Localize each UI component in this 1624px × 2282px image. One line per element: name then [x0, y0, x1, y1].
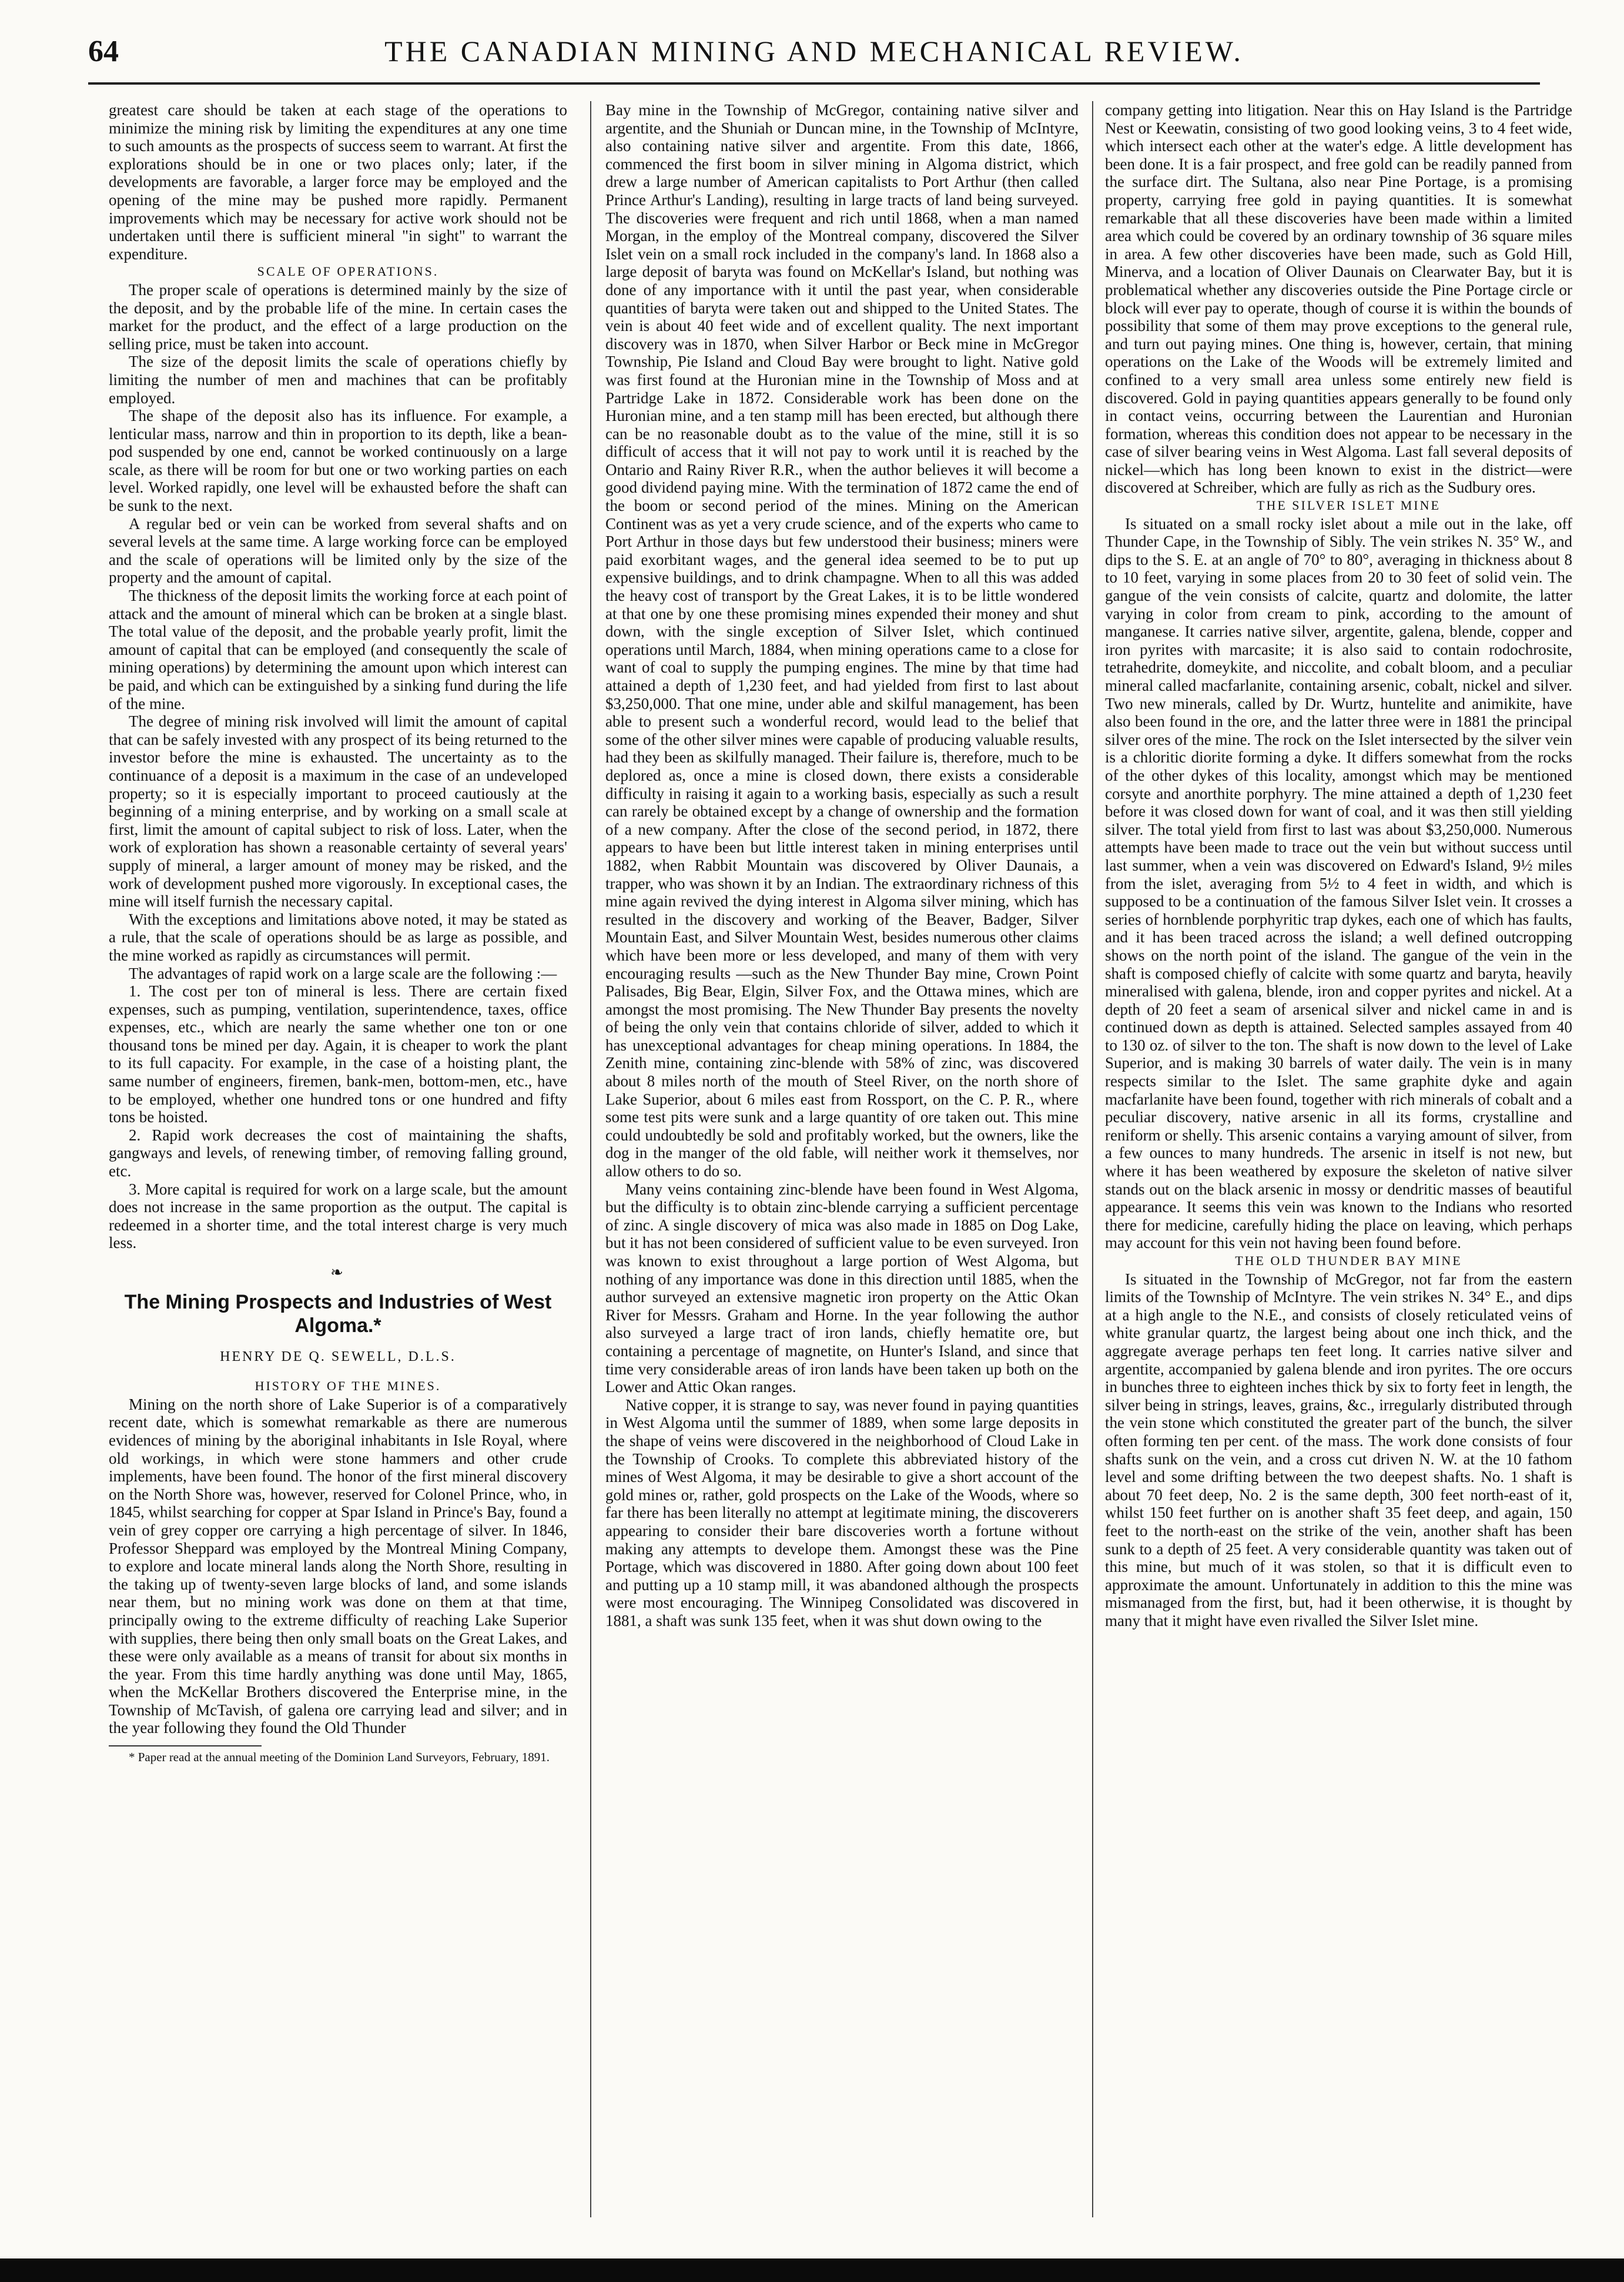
paragraph: The thickness of the deposit limits the working force at each point of attack and the amount of mineral which can be broken at a single blast. The total value of the deposit, and the probable yearly profit, limit the amount of capital that can be employed (and consequently the scale of mining operations) by determining the amount upon which interest can be paid, and which can be extinguished by a sinking fund during the life of the mine. [109, 587, 567, 712]
footnote: * Paper read at the annual meeting of the Dominion Land Surveyors, February, 1891. [129, 1750, 550, 1765]
list-item: 3. More capital is required for work on a large scale, but the amount does not increase in the same proportion as the output. The capital is redeemed in a shorter time, and the total interest charge is very much less. [109, 1180, 567, 1252]
section-heading: HISTORY OF THE MINES. [255, 1378, 441, 1394]
list-item: 2. Rapid work decreases the cost of maintaining the shafts, gangways and levels, of renewing timber, of removing falling ground, etc. [109, 1126, 567, 1180]
paragraph: The advantages of rapid work on a large scale are the following :— [129, 964, 557, 982]
running-title: THE CANADIAN MINING AND MECHANICAL REVIEW. [384, 35, 1244, 68]
column-3 [1105, 101, 1572, 2217]
page-number: 64 [88, 35, 119, 68]
column-1 [109, 101, 567, 2217]
paragraph: The proper scale of operations is determined mainly by the size of the deposit, and by the probable life of the mine. In certain cases the market for the product, and the effect of a large production on the selling price, must be taken into account. [109, 280, 567, 353]
page-header [88, 29, 1540, 85]
paragraph: The size of the deposit limits the scale of operations chiefly by limiting the number of men and machines that can be profitably employed. [109, 353, 567, 407]
section-heading: THE SILVER ISLET MINE [1257, 498, 1441, 513]
paragraph: The shape of the deposit also has its influence. For example, a lenticular mass, narrow and thin in proportion to its depth, like a bean-pod suspended by one end, cannot be worked continuously on a large scale, as there will be room for but one or two working parties on each level. Worked rapidly, one level will be exhausted before the shaft can be sunk to the next. [109, 407, 567, 515]
section-heading: THE OLD THUNDER BAY MINE [1235, 1253, 1462, 1268]
paragraph: A regular bed or vein can be worked from several shafts and on several levels at the same time. A large working force can be employed and the scale of operations will be limited only by the size of the property and the amount of capital. [109, 514, 567, 587]
column-rule [1092, 101, 1093, 2217]
paragraph: Many veins containing zinc-blende have been found in West Algoma, but the difficulty is to obtain zinc-blende carrying a sufficient percentage of zinc. A single discovery of mica was also made in 1885 on Dog Lake, but it has not been considered of sufficient value to be even surveyed. Iron was known to exist throughout a large portion of West Algoma, but nothing of any importance was done in this direction until 1885, when the author surveyed an extensive magnetic iron property on the Attic Okan River for Messrs. Graham and Horne. In the year following the author also surveyed a large tract of iron lands, chiefly hematite ore, but containing a percentage of magnetite, on Hunter's Island, and since that time very considerable areas of iron lands have been taken up both on the Lower and Attic Okan ranges. [605, 1180, 1079, 1396]
paragraph: company getting into litigation. Near this on Hay Island is the Partridge Nest or Keewatin, consisting of two good looking veins, 3 to 4 feet wide, which intersect each other at the water's edge. A little development has been done. It is a fair prospect, and free gold can be readily panned from the surface dirt. The Sultana, also near Pine Portage, is a promising property, carrying free gold in paying quantities. It is somewhat remarkable that all these discoveries have been made within a limited area which could be covered by an ordinary township of 36 square miles in area. A few other discoveries have been made, such as Gold Hill, Minerva, and a location of Oliver Daunais on Clearwater Bay, but it is problematical whether any discoveries outside the Pine Portage circle or block will ever pay to operate, though of course it is within the bounds of possibility that some of them may prove exceptions to the general rule, and turn out paying mines. One thing is, however, certain, that mining operations on the Lake of the Woods will be extremely limited and confined to a very small area unless some entirely new field is discovered. Gold in paying quantities appears generally to be found only in contact veins, occurring between the Laurentian and Huronian formation, whereas this condition does not appear to be necessary in the case of silver bearing veins in West Algoma. Last fall several deposits of nickel—which has long been known to exist in the district—were discovered at Schreiber, which are fully as rich as the Sudbury ores. [1105, 101, 1572, 497]
article-title: The Mining Prospects and Industries of West Algoma.* [124, 1290, 552, 1337]
paragraph: Mining on the north shore of Lake Superior is of a comparatively recent date, which is somewhat remarkable as there are numerous evidences of mining by the aboriginal inhabitants in Isle Royal, where old workings, in which were stone hammers and other crude implements, have been found. The honor of the first mineral discovery on the North Shore was, however, reserved for Colonel Prince, who, in 1845, whilst searching for copper at Spar Island in Prince's Bay, found a vein of grey copper ore carrying a high percentage of silver. In 1846, Professor Sheppard was employed by the Montreal Mining Company, to explore and locate mineral lands along the North Shore, resulting in the taking up of twenty-seven large blocks of land, and some islands near them, but no mining work was done on them at that time, principally owing to the extreme difficulty of reaching Lake Superior with supplies, there being then only small boats on the Great Lakes, and these were only available as a means of transit for about six months in the year. From this time hardly anything was done until May, 1865, when the McKellar Brothers discovered the Enterprise mine, in the Township of McTavish, of galena ore carrying lead and silver; and in the year following they found the Old Thunder [109, 1395, 567, 1737]
footnote-rule [109, 1745, 262, 1746]
paragraph: With the exceptions and limitations above noted, it may be stated as a rule, that the scale of operations should be as large as possible, and the mine worked as rapidly as circumstances will permit. [109, 910, 567, 964]
paragraph: Bay mine in the Township of McGregor, containing native silver and argentite, and the Shuniah or Duncan mine, in the Township of McIntyre, also containing native silver and argentite. From this date, 1866, commenced the first boom in silver mining in Algoma district, which drew a large number of American capitalists to Port Arthur (then called Prince Arthur's Landing), resulting in large tracts of land being surveyed. The discoveries were frequent and rich until 1868, when a man named Morgan, in the employ of the Montreal company, discovered the Silver Islet vein on a small rock included in the company's land. In 1868 also a large deposit of baryta was found on McKellar's Island, but nothing was done of any importance with it until the past year, when considerable quantities of baryta were taken out and shipped to the United States. The vein is about 40 feet wide and of excellent quality. The next important discovery was in 1870, when Silver Harbor or Beck mine in McGregor Township, Pie Island and Cloud Bay were brought to light. Native gold was first found at the Huronian mine in the Township of Moss and at Partridge Lake in 1872. Considerable work has been done on the Huronian mine, and a ten stamp mill has been erected, but although there can be no reasonable doubt as to the value of the mine, still it is so difficult of access that it will not pay to work until it is reached by the Ontario and Rainy River R.R., when the author believes it will become a good dividend paying mine. With the termination of 1872 came the end of the boom or second period of the mines. Mining on the American Continent was as yet a very crude science, and of the experts who came to Port Arthur in those days but few understood their business; miners were paid exorbitant wages, and the general idea seemed to be to put up expensive buildings, and to drink champagne. When to all this was added the heavy cost of transport by the Great Lakes, it is to be little wondered at that one by one these promising mines expended their money and shut down, with the single exception of Silver Islet, which continued operations until March, 1884, when mining operations came to a close for want of coal to supply the pumping engines. The mine by that time had attained a depth of 1,230 feet, and had yielded from first to last about $3,250,000. That one mine, under able and skilful management, has been able to present such a wonderful record, would lead to the belief that some of the other silver mines were capable of producing valuable results, had they been as skilfully managed. Their failure is, therefore, much to be deplored as, once a mine is closed down, there exists a considerable difficulty in raising it again to a working basis, especially as such a result can rarely be obtained except by a change of ownership and the formation of a new company. After the close of the second period, in 1872, there appears to have been but little interest taken in mining enterprises until 1882, when Rabbit Mountain was discovered by Oliver Daunais, a trapper, who was shown it by an Indian. The extraordinary richness of this mine again revived the dying interest in Algoma silver mining, which has resulted in the discovery and working of the Beaver, Badger, Silver Mountain East, and Silver Mountain West, besides numerous other claims which have been more or less developed, and many of them with very encouraging results —such as the New Thunder Bay mine, Crown Point Palisades, Big Bear, Elgin, Silver Fox, and the Ottawa mines, which are amongst the most promising. The New Thunder Bay presents the novelty of being the only vein that contains chloride of silver, added to which it has unexceptional advantages for cheap mining operations. In 1884, the Zenith mine, containing zinc-blende with 58% of zinc, was discovered about 8 miles north of the mouth of Steel River, on the north shore of Lake Superior, about 6 miles east from Rossport, on the C. P. R., where some test pits were sunk and a large quantity of ore taken out. This mine could undoubtedly be sold and profitably worked, but the owners, like the dog in the manger of the old fable, will neither work it themselves, nor allow others to do so. [605, 101, 1079, 1180]
paragraph: Is situated on a small rocky islet about a mile out in the lake, off Thunder Cape, in the Township of Sibly. The vein strikes N. 35° W., and dips to the S. E. at an angle of 70° to 80°, averaging in thickness about 8 to 10 feet, varying in some places from 20 to 30 feet of solid vein. The gangue of the vein consists of calcite, quartz and dolomite, the latter varying in color from cream to pink, according to the amount of manganese. It carries native silver, argentite, galena, blende, copper and iron pyrites with marcasite; it is also said to contain rodochrosite, tetrahedrite, domeykite, and niccolite, and cobalt bloom, and a peculiar mineral called macfarlanite, containing arsenic, cobalt, nickel and silver. Two new minerals, called by Dr. Wurtz, huntelite and animikite, have also been found in the ore, and the latter three were in 1881 the principal silver ores of the mine. The rock on the Islet intersected by the silver vein is a chloritic diorite forming a dyke. It differs somewhat from the rocks of the other dykes of this locality, amongst which may be mentioned corsyte and anorthite porphyry. The mine attained a depth of 1,230 feet before it was closed down for want of coal, and it was then still yielding silver. The total yield from first to last was about $3,250,000. Numerous attempts have been made to trace out the vein but without success until last summer, when a vein was discovered on Edward's Island, 9½ miles from the islet, averaging from 5½ to 4 feet in width, and which is supposed to be a continuation of the famous Silver Islet vein. It crosses a series of hornblende porphyritic trap dykes, each one of which has faults, and it has been traced across the island; a well defined outcropping shows on the north point of the island. The gangue of the vein in the shaft is composed chiefly of calcite with some quartz and baryta, heavily mineralised with galena, blende, iron and copper pyrites and nickel. At a depth of 20 feet a seam of arsenical silver and nickel came in and is continued down as depth is attained. Selected samples assayed from 40 to 130 oz. of silver to the ton. The shaft is now down to the level of Lake Superior, and is making 30 barrels of water daily. The vein is in many respects similar to the Islet. The same graphite dyke and again macfarlanite have been found, together with rich minerals of cobalt and a peculiar discovery, native arsenic in all its forms, crystalline and reniform or shelly. This arsenic contains a varying amount of silver, from a few ounces to many hundreds. The arsenic in itself is not new, but where it has been weathered by exposure the skeleton of native silver stands out on the black arsenic in mossy or dendritic masses of beautiful appearance. It seems this vein was known to the Indians who resorted there for medicine, carefully hiding the place on leaving, which perhaps may account for this vein not having been found before. [1105, 514, 1572, 1252]
paragraph: greatest care should be taken at each stage of the operations to minimize the mining risk by limiting the expenditures at any one time to such amounts as the prospects of success seem to warrant. At first the explorations should be in one or two places only; later, if the developments are favorable, a larger force may be employed and the opening of the mine may be pushed more rapidly. Permanent improvements which may be necessary for active work should not be undertaken until there is sufficient mineral "in sight" to warrant the expenditure. [109, 101, 567, 263]
list-item: 1. The cost per ton of mineral is less. There are certain fixed expenses, such as pumping, ventilation, superintendence, taxes, office expenses, etc., which are nearly the same whether one ton or one thousand tons be mined per day. Again, it is cheaper to work the plant to its full capacity. For example, in the case of a hoisting plant, the same number of engineers, firemen, bank-men, bottom-men, etc., have to be employed, whether one hundred tons or one hundred and fifty tons be hoisted. [109, 982, 567, 1126]
paragraph: Is situated in the Township of McGregor, not far from the eastern limits of the Township of McIntyre. The vein strikes N. 34° E., and dips at a high angle to the N.E., and consists of closely reticulated veins of white granular quartz, the largest being about one inch thick, and the aggregate average perhaps ten feet long. It carries native silver and argentite, accompanied by galena blende and iron pyrites. The ore occurs in bunches three to eighteen inches thick by six to forty feet in length, the silver being in strings, leaves, grains, &c., irregularly distributed through the vein stone which constituted the greater part of the bunch, the silver often forming ten per cent. of the mass. The work done consists of four shafts sunk on the vein, and a cross cut driven N. W. at the 10 fathom level and some drifting between the two deepest shafts. No. 1 shaft is about 70 feet deep, No. 2 is the same depth, 300 feet north-east of it, whilst 150 feet further on is another shaft 35 feet deep, and again, 150 feet to the north-east on the strike of the vein, another shaft has been sunk to a depth of 25 feet. A very considerable quantity was taken out of this mine, but much of it was stolen, so that it is difficult even to approximate the amount. Unfortunately in addition to this the mine was mismanaged from the first, but, had it been otherwise, it is thought by many that it might have even rivalled the Silver Islet mine. [1105, 1270, 1572, 1629]
article-author: HENRY DE Q. SEWELL, D.L.S. [220, 1349, 456, 1364]
scan-edge-bar [0, 2258, 1624, 2282]
column-rule [590, 101, 591, 2217]
ornament-divider: ❧ [330, 1264, 346, 1281]
section-heading: SCALE OF OPERATIONS. [257, 264, 439, 279]
column-2 [605, 101, 1079, 2217]
paragraph: Native copper, it is strange to say, was never found in paying quantities in West Algoma until the summer of 1889, when some large deposits in the shape of veins were discovered in the neighborhood of Cloud Lake in the Township of Crooks. To complete this abbreviated history of the mines of West Algoma, it may be desirable to give a short account of the gold mines or, rather, gold prospects on the Lake of the Woods, where so far there has been literally no attempt at legitimate mining, the discoverers appearing to consider their bare discoveries worth a fortune without making any attempts to develope them. Amongst these was the Pine Portage, which was discovered in 1880. After going down about 100 feet and putting up a 10 stamp mill, it was abandoned although the prospects were most encouraging. The Winnipeg Consolidated was discovered in 1881, a shaft was sunk 135 feet, when it was shut down owing to the [605, 1396, 1079, 1629]
paragraph: The degree of mining risk involved will limit the amount of capital that can be safely invested with any prospect of its being returned to the investor before the mine is exhausted. The uncertainty as to the continuance of a deposit is a maximum in the case of an undeveloped property; so it is especially important to proceed cautiously at the beginning of a mining enterprise, and by working on a small scale at first, limit the amount of capital subject to risk of loss. Later, when the work of exploration has shown a reasonable certainty of several years' supply of mineral, a larger amount of money may be risked, and the work of development pushed more vigorously. In exceptional cases, the mine will itself furnish the necessary capital. [109, 712, 567, 911]
